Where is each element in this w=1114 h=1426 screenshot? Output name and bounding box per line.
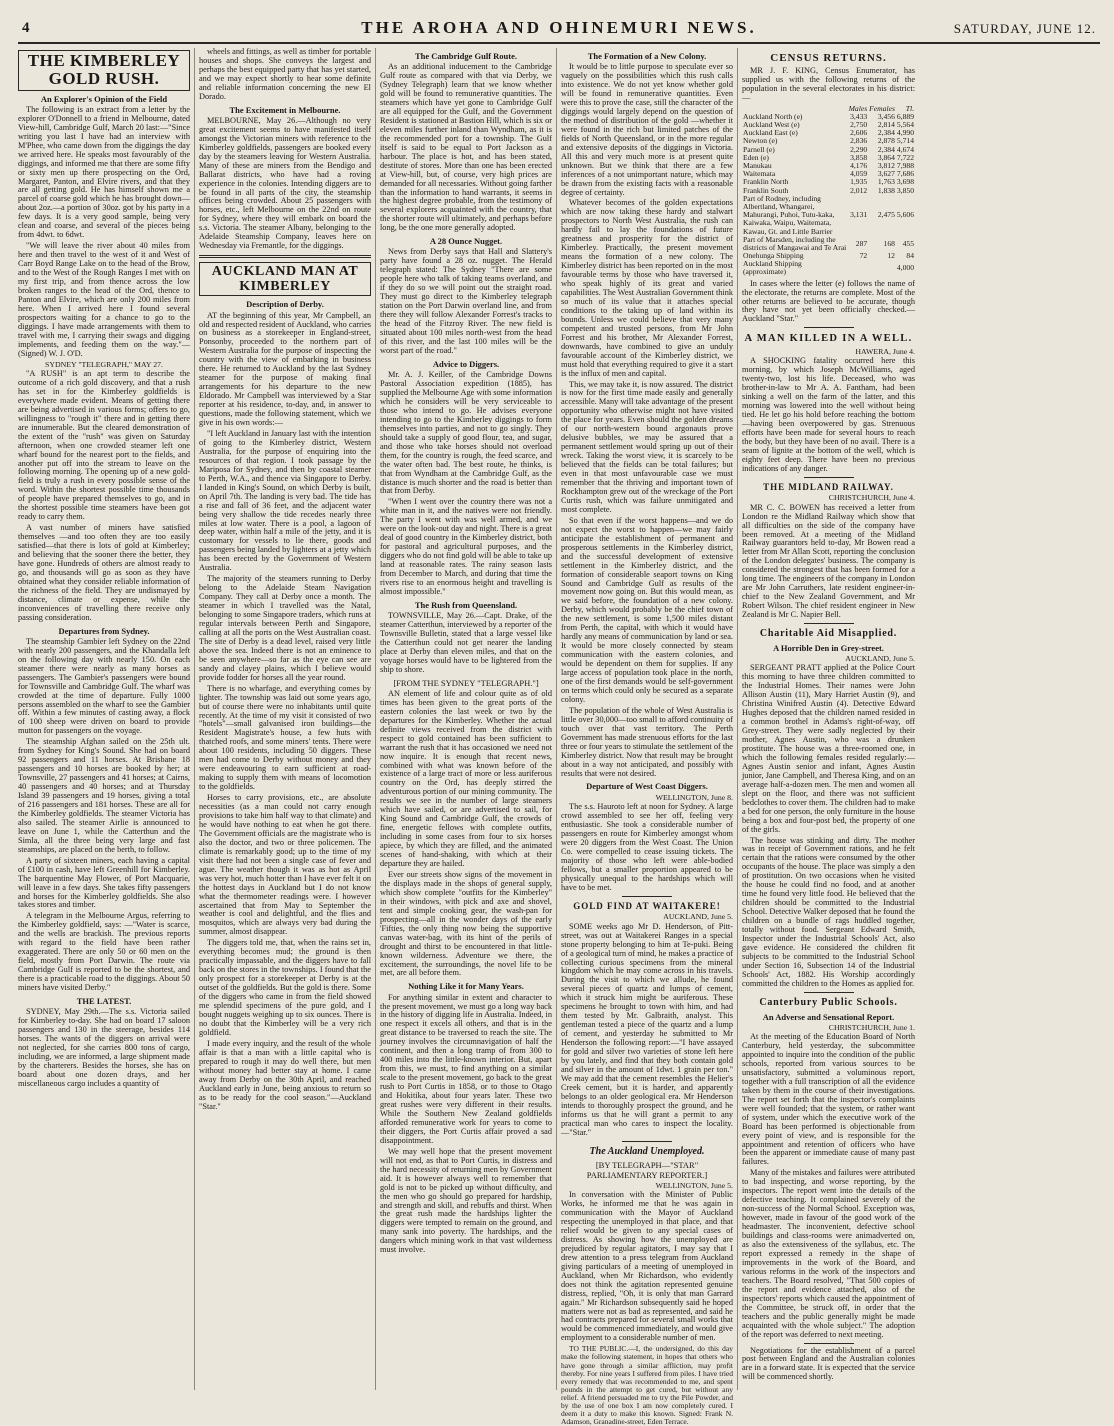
paragraph: SOME weeks ago Mr D. Henderson, of Pitt-street, was out at Waitakerei Ranges in a special stone property belonging to him at Te-puki. Being of a geological turn of mind, he makes a practice of collecting curious specimens from the mineral kingdom which he may come across in his travels. During the visit to which we allude, he found several pieces of quartz and lumps of cement, which it struck him might be auriferous. These specimens he brought to town with him, and had them tested by Mr. Galbraith, analyst. This gentleman tested a piece of the quartz and a lump of cement, and yesterday he submitted to Mr Henderson the following report:—"I have assayed for gold and silver two varieties of stone left here by you lately, and find that they both contain gold and silver in the amount of 1dwt. 1 grain per ton." We may add that the cement resembles the Helier's Creek cement, but it is harder, and apparently belongs to an older geological era. Mr Henderson intends to thoroughly prospect the ground, and he informs us that he will grant a permit to any practical man who cares to inspect the locality.—"Star." [561, 921, 733, 1137]
subheading: An Explorer's Opinion of the Field [40, 93, 168, 104]
census-value: 2,878 [877, 136, 895, 146]
column-2 [195, 48, 376, 1390]
paragraph: The steamship Afghan sailed on the 25th ult. from Sydney for King's Sound. She had on board 92 passengers and 11 horses. At Brisbane 18 passengers and 10 horses are booked by her; at Townsville, 27 passengers and 41 horses; at Cairns, 40 passengers and 40 horses; and at Thursday Island 39 passengers and 19 horses, giving a total of 216 passengers and 181 horses. These are all for the Kimberley goldfields. The steamer Victoria has also sailed. The steamer Airlie is announced to leave on June 1, while the Catterthun and the Simla, all the three being very large and fast steamships, are placed on the berth, to follow. [18, 737, 190, 854]
page-number: 4 [22, 20, 30, 36]
census-value: 4,990 [896, 128, 914, 138]
subheading: An Adverse and Sensational Report. [762, 1011, 895, 1022]
subheading: The Formation of a New Colony. [587, 51, 707, 61]
dateline: CHRISTCHURCH, June 4. [828, 493, 915, 503]
census-row [742, 195, 915, 236]
paragraph: Many of the mistakes and failures were attributed to bad inspecting, and worse reporting, by the inspectors. The report went into the details of the defective teaching. It complained severely of the non-success of the Normal School. Exception was, however, made in favour of the good work of the headmaster. The inconvenient, defective school buildings and class-rooms were animadverted on, as also the extensiveness of the syllabus, etc. The report expressed a remedy in the shape of improvements in the work of the Board, and various reforms in the work of the inspectors and teachers. The Board resolved, "That 500 copies of the report and evidence attached, also of the inspectors' reports which caused the appointment of the Committee, be struck off, in order that the teachers and the public generally might be made acquainted with the whole subject." The adoption of the report was deferred to next meeting. [742, 1168, 915, 1339]
masthead [18, 14, 1100, 44]
census-value: 3,858 [850, 152, 868, 162]
dateline: SYDNEY "TELEGRAPH," MAY 27. [45, 359, 163, 369]
dateline: AUCKLAND, June 5. [845, 654, 915, 663]
subheading: The Rush from Queensland. [414, 599, 518, 610]
paragraph: MELBOURNE, May 26.—Although no very great excitement seems to have manifested itself amongst the Victorian miners with reference to the Kimberley goldfields, passengers are booked every day by the steamers leaving for Western Australia. Many of these are miners from the Bendigo and Ballarat districts, who have had a roving experience in the colonies. Intending diggers are to be found in all parts of the city, the steamship offices being crowded. About 25 passengers with horses, etc., left Melbourne on the 22nd on route for Sydney, where they will embark on board the s.s. Victoria. The steamer Albany, belonging to the Adelaide Steamship Company, leaves here on Wednesday via Fremantle, for the diggings. [199, 115, 371, 251]
paragraph: Horses to carry provisions, etc., are absolute necessities (as a man could not carry enough provisions to take him half way to that climate) and he would have nothing to eat when he got there. The Government officials are the magistrate who is also the doctor, and two or three policemen. The climate is remarkably good; up to the time of my visit there had not been a single case of fever and ague. The weather though it was as hot as April was very hot, much hotter than I have ever felt it on the hottest days in Auckland but I do not know what the thermometer readings were. I however ascertained that from May to September the weather is cool and delightful, and the flies and mosquitos, which are always very bad during the summer, almost disappear. [199, 793, 371, 937]
census-value: 3,698 [896, 177, 914, 187]
paragraph: Mr. A. J. Keiller, of the Cambridge Downs Pastoral Association expedition (1885), has supplied the Melbourne Age with some information which he considers will be very serviceable to those who intend to go. He advises everyone intending to go to the Kimberley diggings to form themselves into parties, and not to go singly. They should take a supply of good flour, tea, and sugar, and those who take horses should not overload them, for the country is rough, the feed scarce, and the water often bad. The best route, he thinks, is that from Wyndham at the Cambridge Gulf, as the distance is much shorter and the road is better than that from Derby. [380, 370, 552, 496]
paragraph: The house was stinking and dirty. The mother was in receipt of Government rations, and he felt certain that the rations were consumed by the other occupants of the house. The place was simply a den of prostitution. On two occasions when he visited the house he could find no food, and at another time he found very little food. He believed that the children should be committed to the Industrial School. Detective Walker deposed that he found the children on a bundle of rags huddled together, totally without food. Sergeant Edward Smith, Inspector under the Industrial Schools' Act, also gave evidence. He considered the children fit subjects to be committed to the Industrial School under Section 16, Subsection 14 of the Industrial Schools' Act, 1882. His Worship accordingly committed the children to the Homes as applied for. [742, 835, 915, 988]
column-5 [738, 48, 919, 1390]
census-district: Franklin South [743, 185, 789, 195]
census-table [742, 105, 915, 277]
column-3 [376, 48, 557, 1390]
census-value: 5,714 [896, 136, 914, 146]
census-value: 3,864 [877, 152, 895, 162]
census-value: 2,606 [850, 128, 868, 138]
census-value: 455 [902, 238, 914, 248]
census-district: Newton (e) [743, 136, 778, 146]
paragraph: MR J. F. KING, Census Enumerator, has supplied us with the following returns of the population in the several electorates in his district:— [742, 65, 915, 102]
divider [804, 623, 854, 624]
paragraph: News from Derby says that Hall and Slattery's party have found a 28 oz. nugget. The Herald telegraph stated: The Sydney "There are some people here who talk of taking teams overland, and if they do so we will point out the straight road. They must go direct to the Kimberley telegraph station on the Port Darwin overland line, and from there they will follow Alexander Forrest's tracks to the head of the Fitzroy River. The new field is situated about 100 miles north-west from the head of this river, and the last 100 miles will be the worst part of the road." [380, 247, 552, 355]
paragraph: SYDNEY, May 29th.—The s.s. Victoria sailed for Kimberley to-day. She had on board 17 saloon passengers and 130 in the steerage, besides 114 horses. The wants of the diggers on arrival were not neglected, for she carries 800 tons of cargo, including, we are informed, a large shipment made by the charterers. Besides the horses, she has on board about one dozen drays, and her miscellaneous cargo includes a quantity of [18, 1007, 190, 1088]
paragraph: The diggers told me, that, when the rains set in, everything becomes mud; the ground is then practically impassable, and the diggers have to fall back on the stores in the townships. I found that the only prospect for a storekeeper at Derby is at the outset of the goldfields. But the gold is there. Some of the diggers who came in from the field showed me splendid specimens of the pure gold, and I bought nuggets weighing up to six ounces. There is no doubt that the Kimberley will be a very rich goldfield. [199, 938, 371, 1037]
paragraph: A party of sixteen miners, each having a capital of £100 in cash, have left Greenhill for Kimberley. The barquentine May Flower, of Port Macquarie, will leave in a few days. She takes fifty passengers and horses for the Kimberley goldfields. She also takes stores and timber. [18, 855, 190, 910]
divider [804, 477, 854, 478]
census-value: 2,384 [877, 128, 895, 138]
dateline: WELLINGTON, June 8. [655, 792, 733, 802]
census-header-cell: Tl. [905, 103, 914, 113]
column-1 [14, 48, 195, 1390]
paragraph: There is no wharfage, and everything comes by lighter. The township was laid out some years ago, but of course there were no inhabitants until quite recently. At the time of my visit it consisted of two "hotels"—small galvanised iron buildings—the Resident Magistrate's house, a few huts with thatched roofs, and some miners' tents. There were about 100 residents, including 50 diggers. These men had come to Derby without money and they were endeavouring to earn sufficient at road-making to supply them with means of locomotion to the goldfields. [199, 683, 371, 792]
paragraph: The steamship Gambier left Sydney on the 22nd with nearly 200 passengers, and the Khandalla left on the following day with nearly 150. On each steamer there were nearly as many horses as passengers. The Gambier's passengers were bound for Townsville and Cambridge Gulf. The wharf was crowded at the time of departure. Fully 1000 persons assembled on the wharf to see the Gambier off. Within a few minutes of casting away, a flock of 100 sheep were driven on board to provide mutton for passengers on the voyage. [18, 636, 190, 736]
census-value: 2,012 [850, 185, 868, 195]
subheading: The Cambridge Gulf Route. [415, 51, 517, 61]
census-value: 7,722 [896, 152, 914, 162]
census-value: 2,814 [877, 120, 895, 130]
census-value: 2,290 [850, 144, 868, 154]
census-value: 12 [887, 251, 895, 261]
divider [804, 992, 854, 993]
paragraph: SERGEANT PRATT applied at the Police Court this morning to have three children committed to the Industrial Homes. Their names were John Allison Austin (11), Mary Harriet Austin (9), and Christina Winifred Austin (4). Detective Edward Hughes deposed that the children named resided in a common brothel in Adams's right-of-way, off Grey-street. They were sadly neglected by their mother, Agnes Austin, who was a drunken prostitute. The house was a three-roomed one, in which the following females resided regularly:—Agnes Austin senior and infant, Agnes Austin junior, Jane Campbell, and Theresa King, and on an average half-a-dozen men. The men and women all slept on the floor, and there was not sufficient bedclothes to cover them. The children had to make a bed for one person, the only furniture in the house being a box and four-post bed, the property of one of the girls. [742, 663, 915, 834]
divider [199, 255, 371, 258]
headline-midland-railway: THE MIDLAND RAILWAY. [763, 481, 894, 492]
divider [622, 896, 672, 897]
census-value: 1,838 [877, 185, 895, 195]
paragraph: "When I went over the country there was not a white man in it, and the natives were not friendly. The party I went with was well armed, and we were on the look-out day and night. There is a great deal of good country in the Kimberley district, both for pastoral and agricultural purposes, and the diggers who do not find gold will be able to take up land at reasonable rates. The rainy season lasts from December to March, and during that time the rivers rise to an enormous height and travelling is almost impossible." [380, 497, 552, 596]
census-header-cell: Females [869, 103, 895, 113]
subheading: A Horrible Den in Grey-street. [773, 642, 884, 653]
census-district: Auckland West (e) [743, 120, 800, 130]
census-header-cell: Males [848, 103, 868, 113]
census-district: Auckland East (e) [743, 128, 798, 138]
paragraph: For anything similar in extent and character to the present movement, we must go a long way back in the history of digging life in Australia. Indeed, in one respect it excels all others, and that is in the great distance to be traversed to reach the site. The journey involves the circumnavigation of half the continent, and then a long tramp of from 300 to 400 miles into the little-known interior. But, apart from this, we must, to find anything on a similar scale to the present movement, go back to the great rush to Port Curtis in 1858, or to those to Otago and Hokitika, about four years later. These two great rushes were very different in their results. While the Southern New Zealand goldfields afforded remunerative work for years to come to their diggers, the Port Curtis affair proved a sad disappointment. [380, 992, 552, 1145]
census-value: 3,456 [877, 111, 895, 121]
census-body [742, 113, 915, 277]
paragraph: At the meeting of the Education Board of North Canterbury, held yesterday, the subcommittee appointed to inquire into the condition of the public schools, reported from various sources to be unsatisfactory, submitted a voluminous report, together with a full transcription of all the evidence taken by them in the course of their investigations. The report set forth that the inspector's complaints were well founded; that the system, or rather want of system, under which the executive work of the Board has been performed is objectionable from every point of view, and is responsible for the appointment and retention of officers who have been the apparent or immediate cause of many past failures. [742, 1032, 915, 1167]
census-value: 7,686 [896, 169, 914, 179]
byline: [BY TELEGRAPH—"STAR" PARLIAMENTARY REPORTER.] [586, 1160, 708, 1180]
census-district: Onehunga Shipping [743, 251, 804, 261]
headline-canterbury-schools: Canterbury Public Schools. [759, 996, 898, 1008]
headline-auckland-unemployed: The Auckland Unemployed. [589, 1145, 705, 1157]
census-value: 1,763 [877, 177, 895, 187]
paragraph: wheels and fittings, as well as timber for portable houses and shops. She conveys the largest and perhaps the best equipped party that has yet started, and we may expect shortly to hear some definite and reliable information concerning the new El Dorado. [199, 47, 371, 101]
census-district: Parnell (e) [743, 144, 775, 154]
census-value: 3,433 [850, 111, 868, 121]
census-district: Auckland Shipping (approximate) [743, 259, 802, 277]
headline-gold-find: GOLD FIND AT WAITAKERE! [573, 900, 721, 911]
advertisement: TO THE PUBLIC.—I, the undersigned, do this day make the following statement, in hopes that others who have gone through a similar affliction, may profit thereby. For nine years I suffered from piles. I have tried every remedy that was recommended to me, and spent pounds in the attempt to get cured, but without any relief. A friend persuaded me to try the Pile Powder, and by the use of one box I am now completely cured. I deem it a duty to make this known. Signed: Frank N. Adamson, Granadine-street, Eden Terrace. [561, 1344, 733, 1426]
census-value: 5,564 [896, 120, 914, 130]
paragraph: Negotiations for the establishment of a parcel post between England and the Australian colonies are in a forward state. It is expected that the service will be commenced shortly. [742, 1345, 915, 1382]
dateline: WELLINGTON, June 5. [655, 1180, 733, 1190]
census-value [868, 260, 896, 276]
paragraph: "We will leave the river about 40 miles from here and then travel to the west of it and West of Carr Boyd Range Lake on to the head of the Brow, and to the West of the Rough Ranges I met with on my first trip, and from thence across the low broken ranges to the head of the Ord, thence to Panton and Elvire, which are only 200 miles from here. When I arrived here I found several prospectors waiting for a chance to go to the diggings. I have made arrangements with them to travel with me, I carrying their swags and digging implements, and feeding them on the way."—(Signed) W. J. O'D. [18, 241, 190, 358]
census-district: Waitemata [743, 169, 776, 179]
paragraph: "I left Auckland in January last with the intention of going to the Kimberley district, Western Australia, for the purpose of enquiring into the resources of that region. I took passage by the Mariposa for Sydney, and then by coastal steamer to Perth, W.A., and thence via Singapore to Derby. I landed in King's Sound, on which Derby is built, on April 7th. The landing is very bad. The tide has a rise and fall of 36 feet, and the adjacent water being very shallow the tide recedes nearly three miles at low water. There is a pool, a lagoon of deep water, within half a mile of the jetty, and it is customary for vessels to lie there, goods and passengers being landed by lighters at a jetty which has been erected by the Government of Western Australia. [199, 428, 371, 573]
census-value: 6,889 [896, 111, 914, 121]
headline-charitable-aid: Charitable Aid Misapplied. [759, 628, 898, 640]
census-value: 5,606 [896, 210, 914, 220]
census-value: 168 [883, 238, 895, 248]
divider [804, 327, 854, 328]
dateline: CHRISTCHURCH, June 1. [828, 1022, 915, 1032]
census-value: 2,384 [877, 144, 895, 154]
census-district: Auckland North (e) [743, 111, 803, 121]
census-value: 287 [855, 238, 868, 248]
census-value: 3,812 [877, 161, 895, 170]
paragraph: A vast number of miners have satisfied themselves —and too often they are too easily satisfied—that there is lots of gold at Kimberley; and believing that the sooner there the better, they have gone. Hundreds of others are almost ready to go, and thousands will go as soon as they have obtained what they consider reliable information of the richness of the field. They are undismayed by distance, climate or expense, while the inconveniences of travelling there receive only passing consideration. [18, 523, 190, 622]
census-district: Eden (e) [743, 152, 769, 162]
paragraph: In cases where the letter (e) follows the name of the electorate, the returns are complete. Most of the other returns are believed to be accurate, though they have not yet been officially checked.—Auckland "Star." [742, 278, 915, 324]
subheading: Departures from Sydney. [58, 625, 150, 636]
census-value: 4,176 [850, 161, 868, 170]
census-row [742, 260, 915, 276]
subheading: The Excitement in Melbourne. [229, 104, 341, 115]
headline-man-killed: A MAN KILLED IN A WELL. [744, 333, 913, 345]
dateline: AUCKLAND, June 5. [663, 912, 733, 922]
subheading: Departure of West Coast Diggers. [586, 781, 708, 792]
subheading: Advice to Diggers. [432, 358, 500, 369]
census-value: 3,131 [850, 210, 868, 220]
paragraph: Ever our streets show signs of the movement in the displays made in the shops of general supply, which show complete "outfits for the Kimberley" in their windows, with pick and axe and shovel, tent and simple cooking gear, the wash-pan for prospecting—all in the wonder days of the early 'Fifties, the only thing now being the supportive canvas water-bag, with its hint of the perils of drought and thirst to be encountered in that little-known wilderness. Adventure we there, the excitement, the surroundings, the novel life to be met, are all before them. [380, 869, 552, 978]
subheading: THE LATEST. [76, 996, 132, 1007]
paragraph: We may well hope that the present movement will not end, as that to Port Curtis, in distress and the hard necessity of returning men by Government aid. It is however always well to remember that gold is not to be picked up without difficulty, and the men who go should go prepared for hardship, and strength and skill, and rebuffs and thirst. When the great rush made the hardships lighter the diggers were tempted to remain on the ground, and many sank into poverty. The hardships, and the dangers which mining work in that vast wilderness must involve. [380, 1146, 552, 1255]
census-value: 2,750 [850, 120, 868, 130]
source-note: [FROM THE SYDNEY "TELEGRAPH."] [393, 677, 539, 688]
census-value: 3,627 [877, 169, 895, 179]
census-value: 84 [906, 251, 914, 261]
paragraph: So that even if the worst happens—and we do not expect the worst to happen—we may fairly anticipate the establishment of permanent and prosperous settlements in the Kimberley district, and the successful development of extensive settlement in the Kimberley district, and the formation of considerable seaport towns on King Sound and Cambridge Gulf as results of the movement now going on. But this would mean, as we said before, the foundation of a new colony. Derby, which would probably be the chief town of the new settlement, is some 1,500 miles distant from Perth, the capital, with which it would have hardly any means of communication by land or sea. It would be more closely connected by steam communication with the eastern colonies, and would be dependent on them for supplies. If any large access of population took place in the north, one of the first demands would be self-government on terms which could only be secured as a separate colony. [561, 515, 733, 704]
paragraph: The s.s. Hauroto left at noon for Sydney. A large crowd assembled to see her off, feeling very enthusiastic. She took a considerable number of passengers en route for Kimberley amongst whom were 20 diggers from the West Coast. The Union Co. were compelled to cease issuing tickets. The majority of those who left were able-bodied fellows, but a smaller proportion appeared to be physically unequal to the hardships which will have to be met. [561, 802, 733, 892]
issue-date: SATURDAY, JUNE 12. [953, 21, 1096, 36]
columns [14, 47, 1104, 1426]
paragraph: The population of the whole of West Australia is little over 30,000—too small to afford continuity of touch over that vast territory. The Perth Government has made strenuous efforts for the last three or four years to stimulate the settlement of the Kimberley district. Now that result may be brought about in a way not anticipated, and possibly with results that were not desired. [561, 705, 733, 778]
census-value: 4,674 [896, 144, 914, 154]
census-value [848, 260, 869, 276]
paragraph: TOWNSVILLE, May 26.—Capt. Drake, of the steamer Catterthun, interviewed by a reporter of the Townsville Bulletin, stated that a large vessel like the Catterthun could not get nearer the landing place at Derby than eleven miles, and that on the voyage horses would have to be lightered from the ship to shore. [380, 611, 552, 674]
census-value: 72 [859, 251, 868, 261]
census-district: Part of Marsden, including the districts of Mangawai and Te Arai [743, 234, 847, 252]
census-district: Manukau [743, 161, 772, 170]
census-value: 7,988 [896, 161, 914, 170]
census-value: 2,475 [877, 210, 895, 220]
census-value: 4,059 [850, 169, 868, 179]
divider [622, 1141, 672, 1142]
census-value: 3,850 [896, 185, 914, 195]
paragraph: A SHOCKING fatality occurred here this morning, by which Joseph McWilliams, aged twenty-two, lost his life. Deceased, who was brother-in-law to Mr A. A. Fantham, had been sinking a well on the farm of the latter, and this morning was lowered into the well without being tied. He let go his hold before reaching the bottom—having been overpowered by gas. Strenuous efforts have been made for several hours to reach the body, but they have been of no avail. There is a seam of lignite at the bottom of the well, which is eighty feet deep. There have been no previous indications of any danger. [742, 356, 915, 473]
paragraph: Whatever becomes of the golden expectations which are now taking these hardy and stalwart prospectors to North West Australia, the rush can hardly fail to lay the foundations of future greatness and prosperity for the district of Kimberley. Practically, the present movement means the formation of a new colony. The Kimberley district has been reported on in the most favourable terms by those who have traversed it, who speak highly of its great and varied capabilities. The West Australian Government think so much of its value that it attaches special conditions to the taking up of land within its bounds. Unless we could believe that very many competent and trusted persons, from Mr John Forrest and his brother, Mr Alexander Forrest, downwards, have combined to give an unduly favourable account of the Kimberley district, we must hold that everything required to give it a start is the influx of men and capital. [561, 198, 733, 378]
census-value: 2,836 [850, 136, 868, 146]
paragraph: The majority of the steamers running to Derby belong to the Adelaide Steam Navigation Company. They call at Derby once a month. The steamer in which I travelled was the Natal, belonging to some Singapore traders, which runs at regular intervals between Perth and Singapore, calling at all the ports on the West Australian coast. The site of Derby is a dead level, raised very little above the sea. Indeed there is not an eminence to be seen anywhere—so far as the eye can see are sandy and clayey plains, which I believe would provide fodder for horses all the year round. [199, 574, 371, 682]
headline-kimberley-gold-rush: THE KIMBERLEY GOLD RUSH. [18, 50, 190, 91]
paragraph: AT the beginning of this year, Mr Campbell, an old and respected resident of Auckland, who carries on business as a storekeeper in England-street, Ponsonby, proceeded to the northern part of Western Australia for the purpose of inspecting the country with the view of embarking in business there. He returned to Auckland by the last Sydney steamer for the purpose of making final arrangements for his departure to the new Eldorado. Mr Campbell was interviewed by a Star reporter at his residence, to-day, and, in answer to questions, made the following statement, which we give in his own words:— [199, 310, 371, 428]
subheading: Nothing Like it for Many Years. [408, 981, 524, 992]
paragraph: "A RUSH" is an apt term to describe the outcome of a rich gold discovery, and that a rush has set in for the Kimberley goldfields is everywhere made evident. Means of getting there are being advertised in various forms; offers to go, willingness to "rough it" there and in getting there are innumerable. But the cleared demonstration of the extent of the "rush" was given on Saturday afternoon, when one crowded steamer left one wharf bound for the nearest port to the fields, and another put off into the stream to leave on the following morning. The opening up of a new gold-field is truly a rush in every possible sense of the word. Within the shortest possible time thousands of people have prepared themselves to go, and in the shortest possible time steamers have been got ready to carry them. [18, 368, 190, 522]
headline-auckland-man: AUCKLAND MAN AT KIMBERLEY [199, 262, 371, 296]
paragraph: In conversation with the Minister of Public Works, he informed me that he was again in communication with the Mayor of Auckland respecting the unemployed in that place, and that relief would be given to any special cases of distress. As showing how the unemployed are prejudiced by regular agitators, I may say that I drew attention to a press telegram from Auckland giving particulars of a meeting of unemployed in Auckland, when Mr Richardson, who evidently does not think the agitation represented genuine distress, replied, "Oh, it is only that man Garrard again." Mr Richardson subsequently said he hoped matters were not as bad as represented, and said he had contracts prepared for several small works that would be commenced immediately, and would give employment to a considerable number of men. [561, 1190, 733, 1343]
paragraph: I made every inquiry, and the result of the whole affair is that a man with a little capital who is prepared to rough it may do well there, but men without money had better stay at home. I came away from Derby on the 30th April, and reached Auckland early in June, being anxious to return so as to be ready for the cool season."—Auckland "Star." [199, 1038, 371, 1111]
paragraph: MR C. C. BOWEN has received a letter from London re the Midland Railway which show that all difficulties on the side of the company have been removed. At a meeting of the Midland Railway guarantors held to-day, Mr Bowen read a letter from Mr Allan Scott, reporting the conclusion of the London delegates' business. The company is considered the strongest that has been formed for a long time. The engineers of the company in London are Mr John Carruthers, late resident engineer-in-chief to the New Zealand Government, and Mr Robert Wilson. The chief resident engineer in New Zealand is Mr C. Napier Bell. [742, 502, 915, 620]
dateline: HAWERA, June 4. [855, 346, 915, 356]
census-district: Franklin North [743, 177, 789, 187]
paragraph: As an additional inducement to the Cambridge Gulf route as compared with that via Derby, we (Sydney Telegraph) learn that we know whether gold will be found to remunerative quantities. The steamers which have yet gone to Cambridge Gulf are all equipped for the Gulf, and the Government Resident is stationed at Bastion Hill, which is six or eleven miles further inland than Wyndham, as it is the recommended port for a township. The Gulf itself is said to be equal to Port Jackson as a harbour. The place is hot, and has been stated, destitute of stores. More than one has been erected at View-hill, but, of course, very high prices are demanded for all necessaries. Without going farther than the information to hand warrants, it seems in the highest degree probable, from the testimony of several explorers acquainted with the country, that the shorter route will ultimately, and perhaps before long, be the one more generally adopted. [380, 62, 552, 233]
subheading: A 28 Ounce Nugget. [429, 236, 503, 247]
column-4 [557, 48, 738, 1426]
census-row [742, 236, 915, 252]
census-value: 1,935 [850, 177, 868, 187]
paragraph: A telegram in the Melbourne Argus, referring to the Kimberley goldfield, says: —"Water is scarce, and the wells are brackish. The previous reports with regard to the field have been rather exaggerated. There are only 50 or 60 men on the field, mostly from Port Darwin. The route via Cambridge Gulf is reported to be the shortest, and there is a practicable road to the diggings. About 50 miners have visited Derby." [18, 911, 190, 993]
divider [804, 1343, 854, 1344]
paragraph: AN element of life and colour quite as of old times has been given to the great ports of the eastern colonies the last week or two by the departures for the Kimberley. Whether the actual definite views received from the district with respect to gold contained has been sufficient to warrant the rush that it has occasioned we need not now inquire. It is enough that recent news, combined with what was known before of the existence of a large tract of more or less auriferous country on the Ord, has deeply stirred the adventurous portion of our mining community. The results we see in the number of large steamers which have sailed, or are advertised to sail, for King Sound and Cambridge Gulf, the crowds of fine, energetic fellows with complete outfits, including in some cases from four to six horses apiece, by which they are filled, and the animated scenes of hand-shaking, with which at their departure they are hailed. [380, 688, 552, 869]
paragraph: It would be to little purpose to speculate ever so vaguely on the possibilities which this rush calls into existence. We do not yet know whether gold will be found in remunerative quantities. Even were this to prove the case, still the character of the diggings would largely depend on the question of the method of distribution of the gold —whether it were found in the rich but limited patches of the fields of North Queensland, or in the more regular and extensive deposits of the diggings in Victoria. All this and very much more is at present quite unknown. But we think that there are a few inferences of a not unimportant nature, which may be drawn from the existing facts with a reasonable degree of certainty. [561, 62, 733, 197]
subheading: Description of Derby. [246, 299, 324, 310]
census-value: 4,000 [896, 263, 914, 273]
paragraph: This, we may take it, is now assured. The district is now for the first time made easily and generally accessible. Many will take advantage of the present opportunity who otherwise might not have visited the place for years. Even should the golden dreams of our north-western bound argonauts prove delusive bubbles, we may be assured that a permanent settlement would spring up out of their wreck. Taking the worst view, it is scarcely to be believed that the fields can be total failures; but even in that most unfavourable case we must remember that the thriving and important town of Rockhampton grew out of the wreckage of the Port Curtis rush, which was failure unmitigated and most complete. [561, 379, 733, 514]
newspaper-title: THE AROHA AND OHINEMURI NEWS. [361, 18, 757, 37]
headline-census-returns: CENSUS RETURNS. [770, 52, 887, 64]
paragraph: The following is an extract from a letter by the explorer O'Donnell to a friend in Melbourne, dated View-hill, Cambridge Gulf, March 20 last:—"Since writing you last I have had an interview with M'Phee, who came down from the diggings the day we arrived here. He speaks most favourably of the diggings, and informed me that there are some fifty or sixty men up there prospecting on the Ord, Margaret, Panton, and Elvire rivers, and that they are all getting gold. He has himself shown me a parcel of coarse gold which he has brought down—about 2oz.—a portion of 30oz. got by his party in a few days. It is a very good sample, being very clean and coarse, and several of the pieces being from 4dwt. to 6dwt. [18, 104, 190, 240]
census-district: Part of Rodney, including Albertland, Whangarei, Mahurangi, Puhoi, Tutu-kaka, Kaiwaka, Waipu, Waitemata, Kawau, Gt. and Little Barrier [743, 193, 835, 236]
